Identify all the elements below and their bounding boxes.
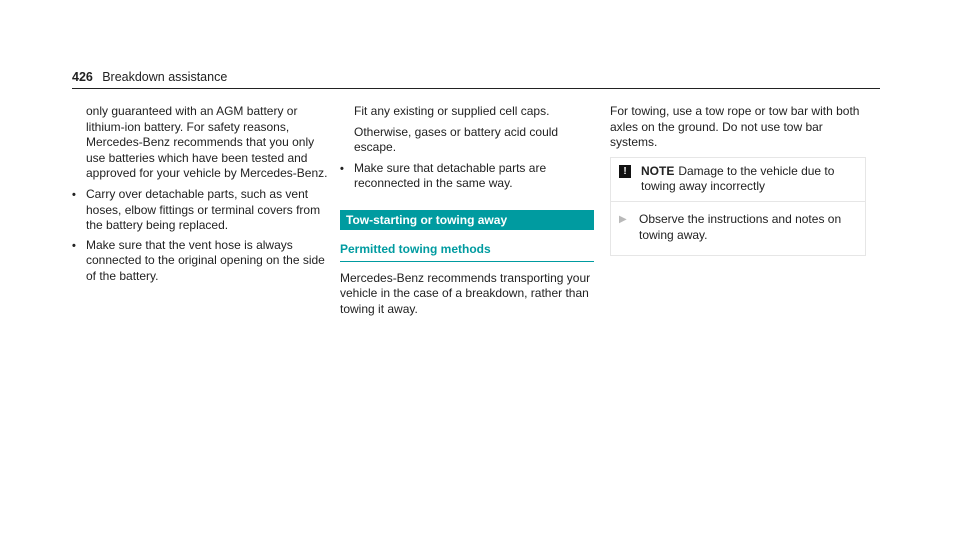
otherwise-text: Otherwise, gases or battery acid could escape. <box>354 124 559 155</box>
note-step <box>611 202 865 255</box>
note-title: Damage to the vehicle due to towing away incorrectly <box>641 163 835 194</box>
note-box <box>610 157 866 256</box>
note-header <box>611 158 865 202</box>
note-text <box>641 164 857 195</box>
towing-body-text: For towing, use a tow rope or tow bar with both axles on the ground. Do not use tow bar systems. <box>610 104 860 150</box>
bullet-icon: • <box>72 188 76 201</box>
note-step-text: Observe the instructions and notes on towing away. <box>639 211 842 242</box>
bullet-icon: • <box>72 239 76 252</box>
towing-methods-text: Mercedes-Benz recommends transporting your vehicle in the case of a breakdown, rather than towing it away. <box>340 270 591 316</box>
bullet-icon: • <box>340 162 344 175</box>
list-item-text: Carry over detachable parts, such as vent hoses, elbow fittings or terminal covers from the battery being replaced. <box>86 186 321 233</box>
battery-intro-text: only guaranteed with an AGM battery or lithium-ion battery. For safety reasons, Mercedes-Benz recommends that you only use batteries which have been tested and approved for your vehicle by Mercedes-Benz. <box>86 104 328 181</box>
running-title: Breakdown assistance <box>102 70 228 84</box>
page-header <box>72 70 880 88</box>
list-item-text: Make sure that the vent hose is always connected to the original opening on the side of the battery. <box>86 237 325 283</box>
triangle-right-icon: ▶ <box>619 213 627 225</box>
cell-caps-text: Fit any existing or supplied cell caps. <box>354 104 550 118</box>
note-label: NOTE <box>641 163 675 178</box>
column-middle <box>340 104 594 322</box>
subsection-heading: Permitted towing methods <box>340 242 594 262</box>
exclamation-icon: ! <box>619 165 631 178</box>
list-item <box>72 187 332 234</box>
column-left <box>72 104 332 289</box>
column-right <box>610 104 866 256</box>
page-number: 426 <box>72 70 93 84</box>
list-item <box>340 161 594 192</box>
list-item <box>72 238 332 285</box>
list-item-text: Make sure that detachable parts are reconnected in the same way. <box>354 160 547 191</box>
section-heading: Tow-starting or towing away <box>340 210 594 230</box>
header-divider <box>72 88 880 89</box>
